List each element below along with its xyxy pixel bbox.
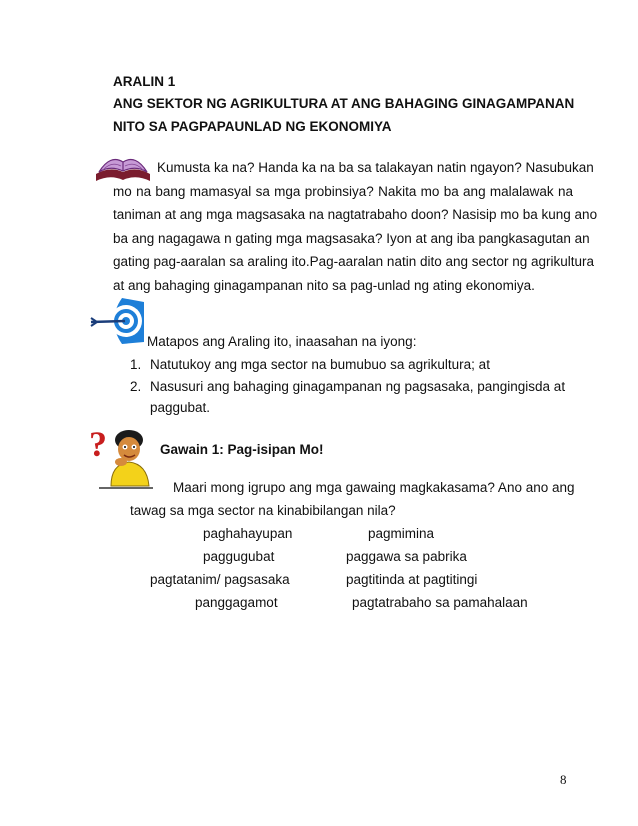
word-right: pagtatrabaho sa pamahalaan	[352, 595, 528, 610]
objectives-lead: Matapos ang Araling ito, inaasahan na iyong:	[147, 334, 417, 349]
word-right: pagtitinda at pagtitingi	[346, 572, 478, 587]
word-left: paghahayupan	[203, 526, 293, 541]
activity-instruction-line2: tawag sa mga sector na kinabibilangan nila?	[130, 503, 396, 518]
objective-text-continued: paggubat.	[150, 400, 211, 415]
intro-line: mo na bang mamasyal sa mga probinsiya? Nakita mo ba ang malalawak na	[113, 183, 573, 199]
objective-number: 2.	[130, 379, 142, 394]
page-number: 8	[560, 772, 567, 787]
intro-line: gating pag-aaralan sa araling ito.Pag-aaralan natin dito ang sector ng agrikultura	[113, 254, 595, 269]
objective-number: 1.	[130, 357, 142, 372]
word-left: paggugubat	[203, 549, 275, 564]
intro-paragraph	[113, 156, 598, 297]
word-left: panggagamot	[195, 595, 278, 610]
lesson-number: ARALIN 1	[113, 74, 176, 89]
intro-line: at ang bahaging ginagampanan nito sa pag-unlad ng ating ekonomiya.	[113, 277, 535, 293]
thinking-boy-icon	[89, 424, 155, 490]
activity-title: Gawain 1: Pag-isipan Mo!	[160, 442, 324, 457]
objective-text: Natutukoy ang mga sector na bumubuo sa agrikultura; at	[150, 357, 490, 372]
lesson-title-line1: ANG SEKTOR NG AGRIKULTURA AT ANG BAHAGING GINAGAMPANAN	[113, 96, 575, 111]
intro-line: ba ang nagagawa n gating mga magsasaka? Iyon at ang iba pangkasagutan an	[113, 230, 590, 246]
activity-instruction-line1: Maari mong igrupo ang mga gawaing magkakasama? Ano ano ang	[173, 480, 575, 495]
intro-line: taniman at ang mga magsasaka na nagtatrabaho doon? Nasisip mo ba kung ano	[113, 207, 598, 222]
lesson-title-line2: NITO SA PAGPAPAUNLAD NG EKONOMIYA	[113, 119, 392, 134]
objective-text: Nasusuri ang bahaging ginagampanan ng pagsasaka, pangingisda at	[150, 379, 566, 394]
target-icon	[88, 296, 146, 346]
word-right: pagmimina	[368, 526, 435, 541]
svg-text:?: ?	[89, 424, 107, 464]
intro-line: Kumusta ka na? Handa ka na ba sa talakayan natin ngayon? Nasubukan	[157, 160, 594, 175]
word-right: paggawa sa pabrika	[346, 549, 467, 564]
word-left: pagtatanim/ pagsasaka	[150, 572, 290, 587]
